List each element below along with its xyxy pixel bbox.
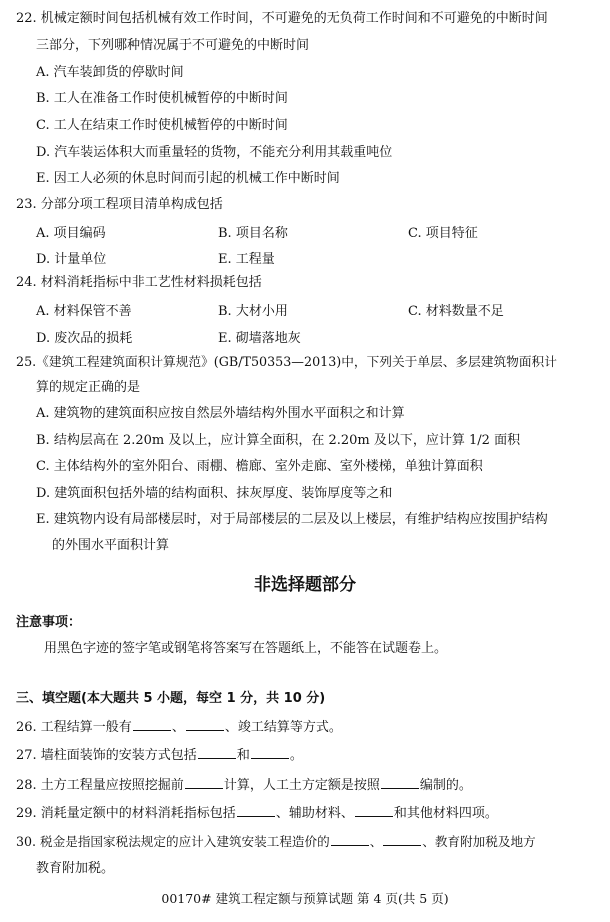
part3-title: 三、填空题(本大题共 5 小题，每空 1 分，共 10 分) bbox=[16, 691, 326, 706]
q22-option-c: C. 工人在结束工作时使机械暂停的中断时间 bbox=[36, 118, 288, 133]
q30-blank-2 bbox=[383, 833, 421, 846]
q22-option-e: E. 因工人必须的休息时间而引起的机械工作中断时间 bbox=[36, 171, 340, 186]
q25-option-d: D. 建筑面积包括外墙的结构面积、抹灰厚度、装饰厚度等之和 bbox=[36, 486, 393, 501]
q29-blank-2 bbox=[355, 804, 393, 817]
q25-option-e: E. 建筑物内设有局部楼层时，对于局部楼层的二层及以上楼层，有维护结构应按围护结构 bbox=[36, 512, 548, 527]
q24-stem: 24. 材料消耗指标中非工艺性材料损耗包括 bbox=[16, 275, 262, 290]
page-footer: 00170# 建筑工程定额与预算试题 第 4 页(共 5 页) bbox=[161, 891, 449, 906]
q28-text-b: 计算，人工土方定额是按照 bbox=[223, 778, 380, 793]
q22-option-d: D. 汽车装运体积大而重量轻的货物，不能充分利用其载重吨位 bbox=[36, 145, 393, 160]
q27-blank-2 bbox=[251, 746, 289, 759]
q24-option-d: D. 废次品的损耗 bbox=[36, 331, 133, 346]
q26-text-c: 、竣工结算等方式。 bbox=[224, 720, 342, 735]
q23-option-a: A. 项目编码 bbox=[36, 226, 106, 241]
q27-text-b: 和 bbox=[236, 748, 250, 763]
q26-blank-2 bbox=[186, 718, 224, 731]
q28 bbox=[16, 776, 472, 795]
q28-text-a: 28. 土方工程量应按照挖掘前 bbox=[16, 778, 184, 793]
q27-blank-1 bbox=[198, 746, 236, 759]
q25-option-a: A. 建筑物的建筑面积应按自然层外墙结构外围水平面积之和计算 bbox=[36, 406, 405, 421]
q29 bbox=[16, 804, 498, 823]
q30-line2: 教育附加税。 bbox=[36, 861, 115, 876]
q30-text-a: 30. 税金是指国家税法规定的应计入建筑安装工程造价的 bbox=[16, 834, 330, 849]
q27 bbox=[16, 746, 303, 765]
q30-text-b: 、 bbox=[369, 834, 383, 849]
q23-option-d: D. 计量单位 bbox=[36, 252, 107, 267]
q23-option-b: B. 项目名称 bbox=[218, 226, 288, 241]
q27-text-c: 。 bbox=[289, 748, 303, 763]
q22-option-a: A. 汽车装卸货的停歇时间 bbox=[36, 65, 184, 80]
q30-line1 bbox=[16, 833, 536, 851]
q26-text-b: 、 bbox=[171, 720, 185, 735]
q29-text-a: 29. 消耗量定额中的材料消耗指标包括 bbox=[16, 806, 236, 821]
section-title: 非选择题部分 bbox=[254, 575, 356, 595]
q25-stem-line2: 算的规定正确的是 bbox=[36, 380, 141, 395]
q24-option-b: B. 大材小用 bbox=[218, 304, 288, 319]
q26-text-a: 26. 工程结算一般有 bbox=[16, 720, 132, 735]
q24-option-e: E. 砌墙落地灰 bbox=[218, 331, 301, 346]
q25-option-e-cont: 的外围水平面积计算 bbox=[52, 538, 170, 553]
q24-option-c: C. 材料数量不足 bbox=[408, 304, 504, 319]
q25-stem-line1: 25.《建筑工程建筑面积计算规范》(GB/T50353—2013)中，下列关于单层、多层建筑物面积计 bbox=[16, 354, 557, 369]
q22-stem-line2: 三部分，下列哪种情况属于不可避免的中断时间 bbox=[36, 38, 310, 53]
q25-option-b: B. 结构层高在 2.20m 及以上，应计算全面积，在 2.20m 及以下，应计算 1/2 面积 bbox=[36, 433, 521, 448]
q29-blank-1 bbox=[237, 804, 275, 817]
q27-text-a: 27. 墙柱面装饰的安装方式包括 bbox=[16, 748, 197, 763]
q28-text-c: 编制的。 bbox=[419, 778, 472, 793]
q26 bbox=[16, 718, 342, 737]
q23-option-c: C. 项目特征 bbox=[408, 226, 478, 241]
q29-text-c: 和其他材料四项。 bbox=[393, 806, 498, 821]
q28-blank-2 bbox=[381, 776, 419, 789]
q29-text-b: 、辅助材料、 bbox=[275, 806, 354, 821]
q25-option-c: C. 主体结构外的室外阳台、雨棚、檐廊、室外走廊、室外楼梯，单独计算面积 bbox=[36, 459, 483, 474]
q23-option-e: E. 工程量 bbox=[218, 252, 275, 267]
q22-stem-line1: 22. 机械定额时间包括机械有效工作时间，不可避免的无负荷工作时间和不可避免的中断时间 bbox=[16, 11, 548, 26]
q23-stem: 23. 分部分项工程项目清单构成包括 bbox=[16, 197, 223, 212]
q26-blank-1 bbox=[133, 718, 171, 731]
q30-text-c: 、教育附加税及地方 bbox=[422, 834, 536, 849]
q30-blank-1 bbox=[331, 833, 369, 846]
q24-option-a: A. 材料保管不善 bbox=[36, 304, 132, 319]
notice-text: 用黑色字迹的签字笔或钢笔将答案写在答题纸上，不能答在试题卷上。 bbox=[44, 641, 448, 656]
notice-title: 注意事项： bbox=[16, 615, 82, 630]
q28-blank-1 bbox=[185, 776, 223, 789]
q22-option-b: B. 工人在准备工作时使机械暂停的中断时间 bbox=[36, 91, 288, 106]
